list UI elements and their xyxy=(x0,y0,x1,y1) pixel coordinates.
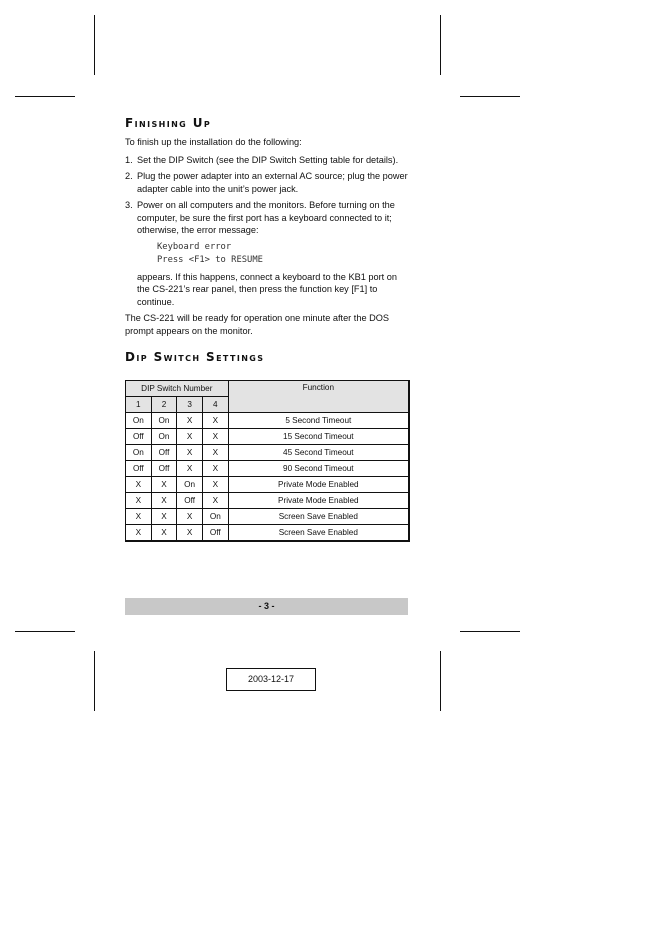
crop-mark xyxy=(460,96,520,97)
switch-cell: X xyxy=(151,493,177,509)
steps-list xyxy=(125,154,410,309)
table-row xyxy=(126,429,410,445)
step-number: 1. xyxy=(125,154,133,165)
switch-cell: X xyxy=(126,525,152,542)
switch-cell: On xyxy=(177,477,203,493)
step-text: Plug the power adapter into an external AC source; plug the power adapter cable into the unit’s power jack. xyxy=(137,171,408,194)
table-row xyxy=(126,413,410,429)
crop-mark xyxy=(15,96,75,97)
step-number: 2. xyxy=(125,171,133,181)
switch-cell: X xyxy=(177,429,203,445)
function-header: Function xyxy=(228,381,409,413)
page-number-bar xyxy=(125,598,408,615)
dip-switch-number-header: DIP Switch Number xyxy=(126,381,229,397)
switch-cell: X xyxy=(202,493,228,509)
error-message xyxy=(157,241,410,267)
switch-cell: X xyxy=(151,477,177,493)
switch-cell: X xyxy=(177,509,203,525)
switch-cell: Off xyxy=(151,445,177,461)
table-row xyxy=(126,525,410,542)
function-cell: 45 Second Timeout xyxy=(228,445,409,461)
page-number: - 3 - xyxy=(258,601,275,611)
finishing-up-section xyxy=(125,116,410,337)
crop-mark xyxy=(15,631,75,632)
step-text: Set the DIP Switch (see the DIP Switch Setting table for details). xyxy=(137,154,399,165)
list-item xyxy=(125,154,410,167)
closing-text: The CS-221 will be ready for operation one minute after the DOS prompt appears on the monitor. xyxy=(125,313,390,336)
switch-cell: X xyxy=(177,413,203,429)
switch-cell: X xyxy=(177,445,203,461)
function-cell: 90 Second Timeout xyxy=(228,461,409,477)
switch-cell: Off xyxy=(126,461,152,477)
function-cell: Screen Save Enabled xyxy=(228,509,409,525)
dip-switch-table xyxy=(125,380,410,542)
switch-cell: On xyxy=(151,429,177,445)
switch-cell: X xyxy=(151,509,177,525)
date-box xyxy=(226,668,316,691)
date-text: 2003-12-17 xyxy=(247,674,295,684)
switch-cell: X xyxy=(202,413,228,429)
list-item xyxy=(125,199,410,308)
crop-mark xyxy=(440,651,441,711)
switch-number: 1 xyxy=(126,397,152,413)
step-continuation: appears. If this happens, connect a keyboard to the KB1 port on the CS-221’s rear panel, then press the function key [F1] to continue. xyxy=(137,271,397,307)
crop-mark xyxy=(94,651,95,711)
switch-cell: X xyxy=(126,509,152,525)
switch-cell: X xyxy=(202,461,228,477)
crop-mark xyxy=(94,15,95,75)
switch-cell: On xyxy=(151,413,177,429)
table-row xyxy=(126,477,410,493)
table-row xyxy=(126,493,410,509)
crop-mark xyxy=(440,15,441,75)
switch-cell: X xyxy=(126,493,152,509)
function-cell: 5 Second Timeout xyxy=(228,413,409,429)
table-row xyxy=(126,509,410,525)
table-header-row xyxy=(126,381,410,397)
function-cell: Screen Save Enabled xyxy=(228,525,409,542)
switch-cell: X xyxy=(202,429,228,445)
switch-cell: X xyxy=(151,525,177,542)
switch-number: 4 xyxy=(202,397,228,413)
switch-cell: Off xyxy=(151,461,177,477)
step-number: 3. xyxy=(125,200,133,210)
switch-cell: X xyxy=(177,461,203,477)
switch-cell: On xyxy=(202,509,228,525)
section-heading: Dip Switch Settings xyxy=(125,350,265,364)
crop-mark xyxy=(460,631,520,632)
table-body xyxy=(126,413,410,542)
intro-text: To finish up the installation do the following: xyxy=(125,137,302,147)
switch-cell: X xyxy=(177,525,203,542)
switch-cell: Off xyxy=(202,525,228,542)
list-item xyxy=(125,170,410,195)
function-cell: 15 Second Timeout xyxy=(228,429,409,445)
switch-cell: X xyxy=(202,477,228,493)
function-cell: Private Mode Enabled xyxy=(228,477,409,493)
switch-cell: Off xyxy=(177,493,203,509)
error-line: Press <F1> to RESUME xyxy=(157,254,263,265)
switch-number: 2 xyxy=(151,397,177,413)
switch-cell: X xyxy=(202,445,228,461)
step-text: Power on all computers and the monitors. Before turning on the computer, be sure the first port has a keyboard connected to it; otherwise, the error message: xyxy=(137,200,395,235)
switch-cell: Off xyxy=(126,429,152,445)
switch-cell: X xyxy=(126,477,152,493)
switch-number: 3 xyxy=(177,397,203,413)
function-cell: Private Mode Enabled xyxy=(228,493,409,509)
table-row xyxy=(126,461,410,477)
switch-cell: On xyxy=(126,413,152,429)
switch-cell: On xyxy=(126,445,152,461)
table-row xyxy=(126,445,410,461)
error-line: Keyboard error xyxy=(157,241,232,252)
section-heading: Finishing Up xyxy=(125,116,212,130)
